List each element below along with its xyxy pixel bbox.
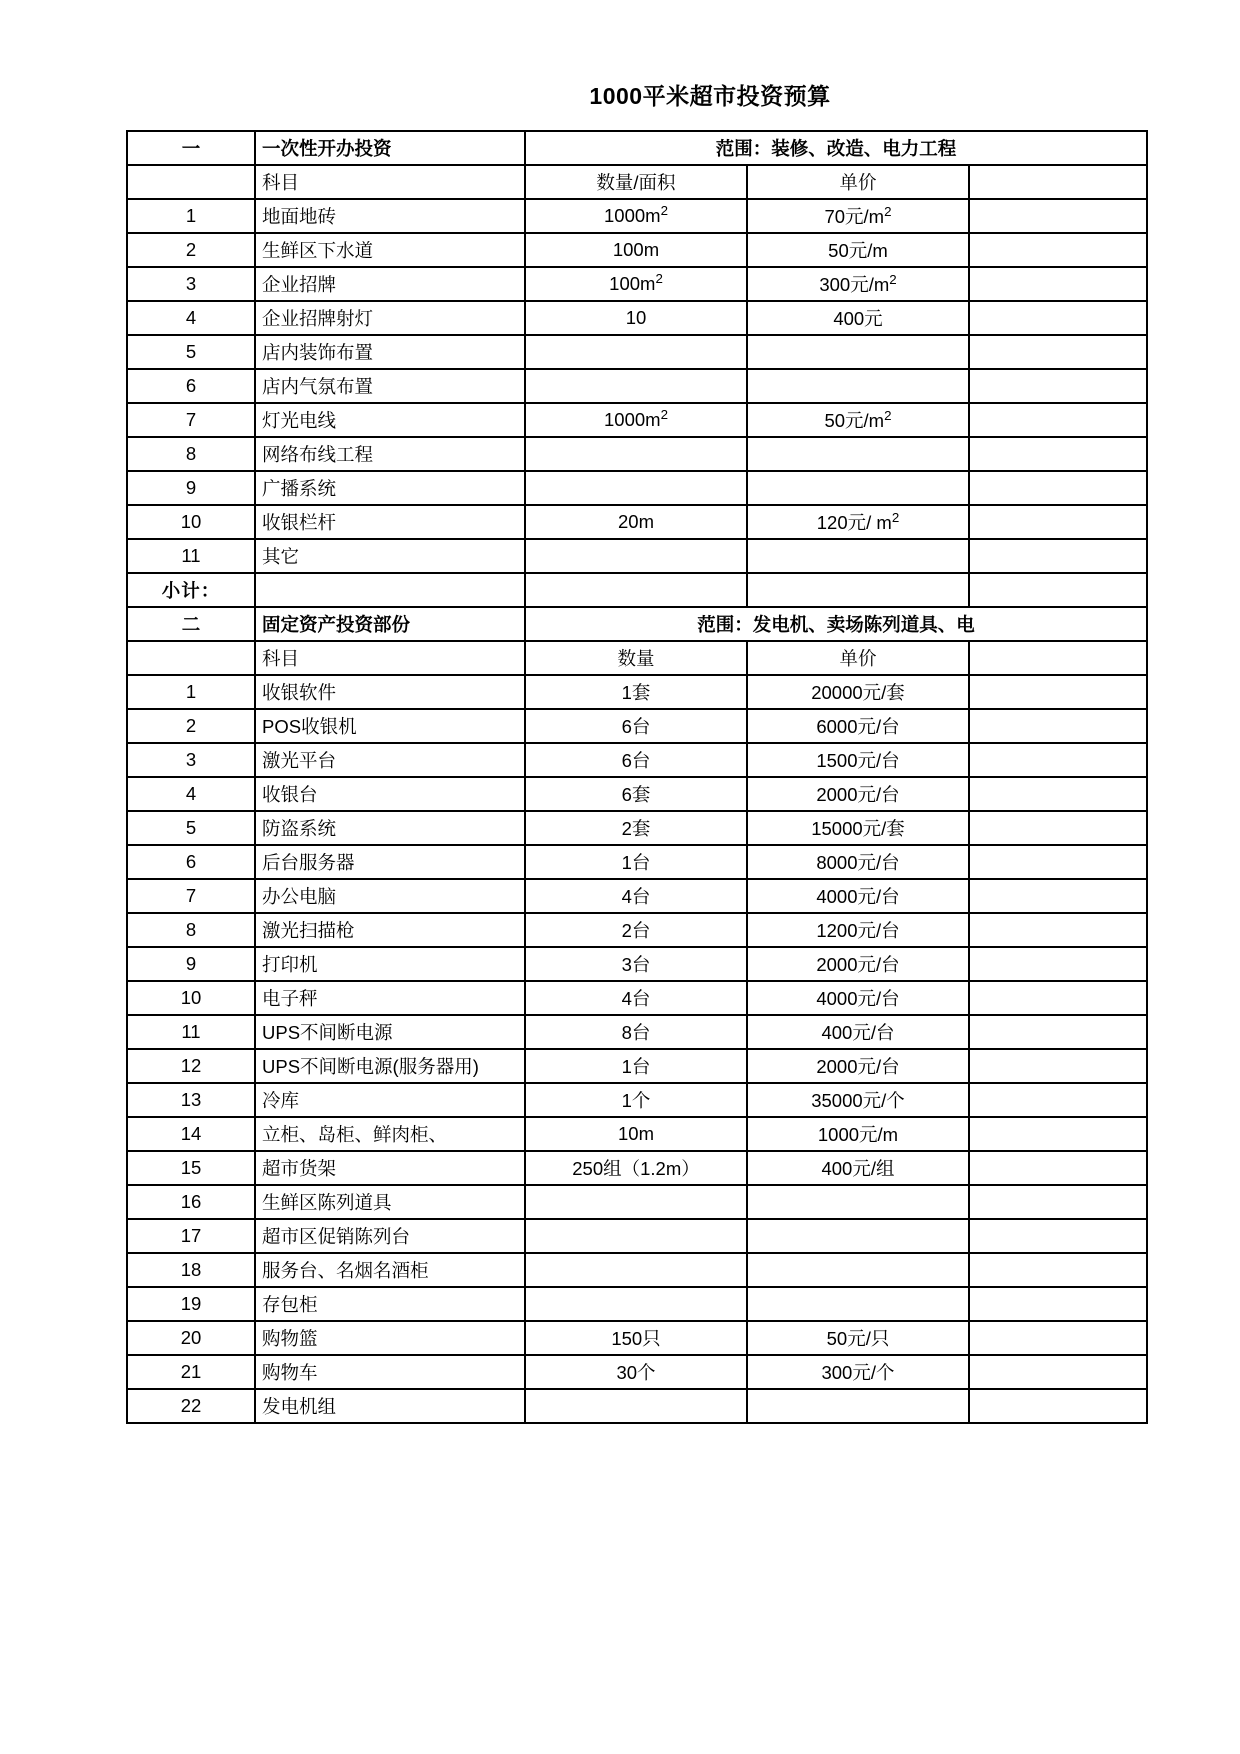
table-row <box>127 947 1147 981</box>
cell-item: 电子秤 <box>255 981 525 1015</box>
cell-no: 3 <box>127 267 255 301</box>
cell-no: 1 <box>127 199 255 233</box>
cell-amount <box>969 267 1147 301</box>
section-header-row-two <box>127 607 1147 641</box>
table-row <box>127 233 1147 267</box>
cell-qty: 10 <box>525 301 747 335</box>
cell-qty <box>525 1253 747 1287</box>
table-row <box>127 301 1147 335</box>
cell-no: 14 <box>127 1117 255 1151</box>
table-row <box>127 879 1147 913</box>
col-header-item: 科目 <box>255 165 525 199</box>
cell-price: 8000元/台 <box>747 845 969 879</box>
cell-amount <box>969 1389 1147 1423</box>
cell-no: 21 <box>127 1355 255 1389</box>
cell-qty: 100m <box>525 233 747 267</box>
table-row <box>127 1049 1147 1083</box>
cell-price: 2000元/台 <box>747 1049 969 1083</box>
cell-no: 1 <box>127 675 255 709</box>
cell-no: 18 <box>127 1253 255 1287</box>
table-row <box>127 335 1147 369</box>
table-row <box>127 1287 1147 1321</box>
cell-qty <box>525 1389 747 1423</box>
cell-amount <box>969 1321 1147 1355</box>
cell-amount <box>969 1083 1147 1117</box>
cell-qty <box>525 1287 747 1321</box>
cell-amount <box>969 437 1147 471</box>
table-row <box>127 539 1147 573</box>
cell-price: 400元/台 <box>747 1015 969 1049</box>
cell-no: 8 <box>127 437 255 471</box>
cell-item: 办公电脑 <box>255 879 525 913</box>
cell-amount <box>969 301 1147 335</box>
cell-amount <box>969 1117 1147 1151</box>
cell-item: 冷库 <box>255 1083 525 1117</box>
cell-item: 防盗系统 <box>255 811 525 845</box>
cell-price <box>747 369 969 403</box>
cell-item: 企业招牌射灯 <box>255 301 525 335</box>
cell-item: 超市货架 <box>255 1151 525 1185</box>
cell-amount <box>969 233 1147 267</box>
cell-no: 22 <box>127 1389 255 1423</box>
col-header-qty: 数量/面积 <box>525 165 747 199</box>
cell-amount <box>969 369 1147 403</box>
cell-price: 1200元/台 <box>747 913 969 947</box>
column-header-row-one <box>127 165 1147 199</box>
cell-qty <box>525 335 747 369</box>
table-row <box>127 369 1147 403</box>
cell-qty: 1个 <box>525 1083 747 1117</box>
table-row <box>127 1389 1147 1423</box>
cell-price <box>747 437 969 471</box>
subtotal-item <box>255 573 525 607</box>
section-index: 二 <box>127 607 255 641</box>
table-row <box>127 1117 1147 1151</box>
table-row <box>127 981 1147 1015</box>
cell-item: 收银台 <box>255 777 525 811</box>
cell-no: 6 <box>127 369 255 403</box>
cell-qty: $1000m^2$ <box>525 199 747 233</box>
cell-qty: 4台 <box>525 879 747 913</box>
cell-qty: 10m <box>525 1117 747 1151</box>
table-row <box>127 1151 1147 1185</box>
cell-price <box>747 539 969 573</box>
cell-qty: 1套 <box>525 675 747 709</box>
cell-no: 9 <box>127 947 255 981</box>
cell-item: 激光平台 <box>255 743 525 777</box>
cell-price <box>747 1219 969 1253</box>
cell-price: 50元$/m^2$ <box>747 403 969 437</box>
cell-item: 灯光电线 <box>255 403 525 437</box>
table-row <box>127 1185 1147 1219</box>
cell-item: 收银软件 <box>255 675 525 709</box>
cell-amount <box>969 1151 1147 1185</box>
cell-no: 2 <box>127 233 255 267</box>
cell-qty <box>525 1185 747 1219</box>
cell-qty: 1台 <box>525 1049 747 1083</box>
cell-item: UPS不间断电源(服务器用) <box>255 1049 525 1083</box>
table-row <box>127 709 1147 743</box>
cell-amount <box>969 1015 1147 1049</box>
cell-amount <box>969 675 1147 709</box>
cell-price: 300元/个 <box>747 1355 969 1389</box>
cell-item: 广播系统 <box>255 471 525 505</box>
cell-item: 激光扫描枪 <box>255 913 525 947</box>
section-range: 范围：发电机、卖场陈列道具、电 <box>525 607 1147 641</box>
cell-item: 生鲜区下水道 <box>255 233 525 267</box>
table-row <box>127 471 1147 505</box>
cell-item: POS收银机 <box>255 709 525 743</box>
cell-no: 10 <box>127 505 255 539</box>
cell-price: 70元$/m^2$ <box>747 199 969 233</box>
cell-qty <box>525 471 747 505</box>
table-row <box>127 675 1147 709</box>
col-header-amount <box>969 165 1147 199</box>
cell-amount <box>969 1049 1147 1083</box>
table-row <box>127 1253 1147 1287</box>
subtotal-row <box>127 573 1147 607</box>
cell-price: 6000元/台 <box>747 709 969 743</box>
table-row <box>127 1083 1147 1117</box>
cell-qty: 8台 <box>525 1015 747 1049</box>
table-row <box>127 1219 1147 1253</box>
cell-qty: 2套 <box>525 811 747 845</box>
cell-price: 1000元/m <box>747 1117 969 1151</box>
cell-no: 9 <box>127 471 255 505</box>
cell-price: 35000元/个 <box>747 1083 969 1117</box>
cell-item: 地面地砖 <box>255 199 525 233</box>
cell-item: 服务台、名烟名酒柜 <box>255 1253 525 1287</box>
cell-no: 3 <box>127 743 255 777</box>
cell-qty: 150只 <box>525 1321 747 1355</box>
cell-amount <box>969 471 1147 505</box>
cell-amount <box>969 1253 1147 1287</box>
table-row <box>127 1321 1147 1355</box>
cell-item: 打印机 <box>255 947 525 981</box>
cell-no: 7 <box>127 403 255 437</box>
cell-qty <box>525 539 747 573</box>
cell-qty <box>525 1219 747 1253</box>
cell-amount <box>969 709 1147 743</box>
cell-no: 5 <box>127 811 255 845</box>
cell-qty: 4台 <box>525 981 747 1015</box>
cell-price <box>747 1185 969 1219</box>
table-row <box>127 505 1147 539</box>
cell-price <box>747 471 969 505</box>
cell-item: UPS不间断电源 <box>255 1015 525 1049</box>
cell-no: 17 <box>127 1219 255 1253</box>
cell-price: 20000元/套 <box>747 675 969 709</box>
table-row <box>127 267 1147 301</box>
cell-qty: 250组（1.2m） <box>525 1151 747 1185</box>
cell-price: 2000元/台 <box>747 777 969 811</box>
cell-no: 8 <box>127 913 255 947</box>
cell-no: 6 <box>127 845 255 879</box>
column-header-row-two <box>127 641 1147 675</box>
cell-amount <box>969 403 1147 437</box>
cell-price: 50元/只 <box>747 1321 969 1355</box>
cell-amount <box>969 1219 1147 1253</box>
budget-table <box>126 130 1148 1424</box>
subtotal-qty <box>525 573 747 607</box>
cell-qty: 6套 <box>525 777 747 811</box>
cell-price: 50元/m <box>747 233 969 267</box>
col-header-item: 科目 <box>255 641 525 675</box>
cell-price <box>747 1287 969 1321</box>
cell-price: 2000元/台 <box>747 947 969 981</box>
section-name: 固定资产投资部份 <box>255 607 525 641</box>
cell-qty <box>525 437 747 471</box>
cell-price: 4000元/台 <box>747 879 969 913</box>
cell-amount <box>969 1355 1147 1389</box>
budget-table-body <box>127 131 1147 1423</box>
cell-item: 网络布线工程 <box>255 437 525 471</box>
col-header-amount <box>969 641 1147 675</box>
cell-item: 店内装饰布置 <box>255 335 525 369</box>
cell-price: 400元/组 <box>747 1151 969 1185</box>
table-row <box>127 199 1147 233</box>
cell-amount <box>969 539 1147 573</box>
cell-qty: 3台 <box>525 947 747 981</box>
table-row <box>127 777 1147 811</box>
cell-no: 4 <box>127 777 255 811</box>
section-name: 一次性开办投资 <box>255 131 525 165</box>
cell-qty: 6台 <box>525 709 747 743</box>
cell-price: 300元$/m^2$ <box>747 267 969 301</box>
cell-price: 4000元/台 <box>747 981 969 1015</box>
cell-amount <box>969 505 1147 539</box>
subtotal-label: 小计： <box>127 573 255 607</box>
cell-amount <box>969 913 1147 947</box>
table-row <box>127 1015 1147 1049</box>
cell-item: 生鲜区陈列道具 <box>255 1185 525 1219</box>
cell-item: 企业招牌 <box>255 267 525 301</box>
cell-no: 11 <box>127 539 255 573</box>
cell-price: 15000元/套 <box>747 811 969 845</box>
cell-no: 4 <box>127 301 255 335</box>
cell-price <box>747 1389 969 1423</box>
section-index: 一 <box>127 131 255 165</box>
cell-no: 19 <box>127 1287 255 1321</box>
table-row <box>127 743 1147 777</box>
table-row <box>127 845 1147 879</box>
cell-no: 15 <box>127 1151 255 1185</box>
subtotal-amount <box>969 573 1147 607</box>
cell-price <box>747 335 969 369</box>
cell-qty: 30个 <box>525 1355 747 1389</box>
cell-item: 立柜、岛柜、鲜肉柜、 <box>255 1117 525 1151</box>
col-header-qty: 数量 <box>525 641 747 675</box>
cell-amount <box>969 743 1147 777</box>
cell-item: 店内气氛布置 <box>255 369 525 403</box>
col-header-price: 单价 <box>747 641 969 675</box>
cell-amount <box>969 777 1147 811</box>
cell-qty: 6台 <box>525 743 747 777</box>
cell-no: 13 <box>127 1083 255 1117</box>
cell-no: 12 <box>127 1049 255 1083</box>
cell-price: 1500元/台 <box>747 743 969 777</box>
cell-price <box>747 1253 969 1287</box>
table-row <box>127 403 1147 437</box>
cell-qty: 20m <box>525 505 747 539</box>
cell-price: 400元 <box>747 301 969 335</box>
cell-amount <box>969 947 1147 981</box>
cell-item: 发电机组 <box>255 1389 525 1423</box>
cell-amount <box>969 199 1147 233</box>
cell-amount <box>969 879 1147 913</box>
table-row <box>127 913 1147 947</box>
cell-no: 20 <box>127 1321 255 1355</box>
cell-amount <box>969 811 1147 845</box>
page-title: 1000平米超市投资预算 <box>589 83 831 109</box>
cell-item: 购物车 <box>255 1355 525 1389</box>
cell-qty <box>525 369 747 403</box>
cell-amount <box>969 845 1147 879</box>
cell-item: 后台服务器 <box>255 845 525 879</box>
table-row <box>127 437 1147 471</box>
cell-no: 11 <box>127 1015 255 1049</box>
cell-qty: 2台 <box>525 913 747 947</box>
cell-item: 购物篮 <box>255 1321 525 1355</box>
col-header-price: 单价 <box>747 165 969 199</box>
budget-sheet <box>126 130 1146 1424</box>
cell-item: 收银栏杆 <box>255 505 525 539</box>
subtotal-price <box>747 573 969 607</box>
cell-item: 超市区促销陈列台 <box>255 1219 525 1253</box>
cell-no: 2 <box>127 709 255 743</box>
cell-no: 7 <box>127 879 255 913</box>
cell-no: 16 <box>127 1185 255 1219</box>
cell-item: 其它 <box>255 539 525 573</box>
cell-amount <box>969 1287 1147 1321</box>
cell-no: 10 <box>127 981 255 1015</box>
section-header-row-one <box>127 131 1147 165</box>
cell-amount <box>969 335 1147 369</box>
cell-price: 120元/ $m^2$ <box>747 505 969 539</box>
cell-item: 存包柜 <box>255 1287 525 1321</box>
col-header-no <box>127 165 255 199</box>
table-row <box>127 811 1147 845</box>
cell-qty: 1台 <box>525 845 747 879</box>
col-header-no <box>127 641 255 675</box>
cell-qty: $100m^2$ <box>525 267 747 301</box>
cell-qty: $1000m^2$ <box>525 403 747 437</box>
cell-amount <box>969 1185 1147 1219</box>
table-row <box>127 1355 1147 1389</box>
cell-amount <box>969 981 1147 1015</box>
section-range: 范围：装修、改造、电力工程 <box>525 131 1147 165</box>
cell-no: 5 <box>127 335 255 369</box>
